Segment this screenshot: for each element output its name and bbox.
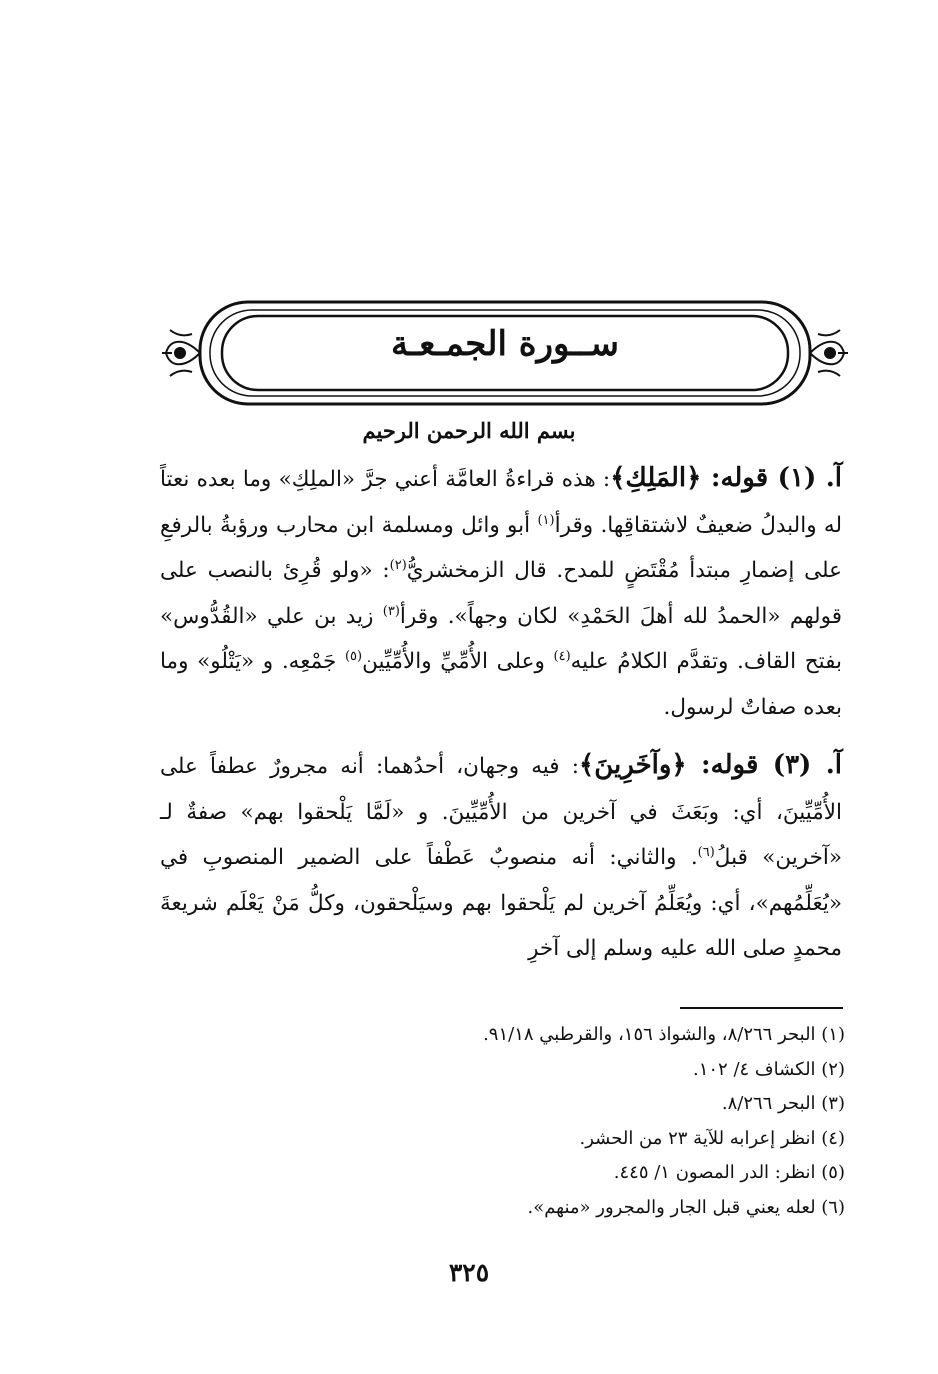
surah-title: ســورة الجمـعـة	[390, 324, 619, 364]
footnote-item: (٢) الكشاف ٤/ ١٠٢.	[692, 1058, 845, 1080]
footnote-item: (٣) البحر ٨/٢٦٦.	[721, 1093, 845, 1114]
page-number: ٣٢٥	[448, 1258, 490, 1287]
footnote-item: (٤) انظر إعرابه للآية ٢٣ من الحشر.	[579, 1127, 845, 1149]
footnote-ref: (٣)	[382, 603, 400, 619]
text-segment: : «ولو قُرِئ بالنصب على قولهم «الحمدُ لله أهلَ الحَمْدِ» لكان وجهاً». وقرأ	[160, 558, 842, 629]
verse-lead: آ. (١) قوله: ﴿المَلِكِ﴾	[610, 463, 843, 493]
text-segment: . والثاني: أنه منصوبٌ عَطْفاً على الضمير المنصوبِ في «يُعَلِّمُهم»، أي: ويُعَلِّمُ آخرين لم يَلْحقوا بهم وسيَلْحقون، وكلُّ مَنْ يَعْلَم شريعةَ محمدٍ صلى الله عليه وسلم إلى آخرِ	[160, 845, 842, 961]
surah-title-cartouche	[160, 298, 850, 408]
text-segment: جَمْعِه. و «يَتْلُو» وما بعده صفاتٌ لرسول.	[160, 649, 842, 720]
footnote-divider	[680, 1007, 843, 1009]
footnote-ref: (١)	[537, 512, 555, 528]
footnote-item: (١) البحر ٨/٢٦٦، والشواذ ١٥٦، والقرطبي ٩١/١٨.	[483, 1024, 845, 1045]
paragraph-verse-1	[160, 456, 842, 730]
paragraph-verse-3	[160, 743, 842, 972]
footnote-item: (٦) لعله يعني قبل الجار والمجرور «منهم».	[527, 1196, 845, 1218]
footnote-item: (٥) انظر: الدر المصون ١/ ٤٤٥.	[613, 1162, 845, 1183]
text-segment: : هذه قراءةُ العامَّة أعني جرَّ «الملِكِ» وما بعده نعتاً له والبدلُ ضعيفٌ لاشتقاقِها. وقرأ	[160, 467, 842, 538]
footnote-ref: (٦)	[697, 844, 715, 860]
footnote-ref: (٢)	[389, 557, 407, 573]
verse-lead: آ. (٣) قوله: ﴿وآخَرِينَ﴾	[578, 750, 842, 780]
text-segment: أبو وائل ومسلمة ابن محارب ورؤبةُ بالرفعِ على إضمارِ مبتدأ مُقْتَضٍ للمدح. قال الزمخشريُّ	[160, 512, 842, 583]
text-segment: وعلى الأُمِّيِّ والأُمِّيِّين	[362, 649, 554, 674]
footnote-ref: (٤)	[553, 648, 571, 664]
footnotes-list	[300, 1018, 845, 1225]
basmala: بسم الله الرحمن الرحيم	[362, 418, 576, 443]
footnote-ref: (٥)	[344, 648, 363, 664]
text-segment: : فيه وجهان، أحدُهما: أنه مجرورٌ عطفاً على الأُمِّيِّينَ، أي: وبَعَثَ في آخرين من الأُمِّيِّينَ. و «لَمَّا يَلْحقوا بهم» صفةٌ لـ «آخرين» قبلُ	[160, 754, 842, 870]
text-segment: زيد بن علي «القُدُّوس» بفتح القاف. وتقدَّم الكلامُ عليه	[160, 603, 842, 674]
